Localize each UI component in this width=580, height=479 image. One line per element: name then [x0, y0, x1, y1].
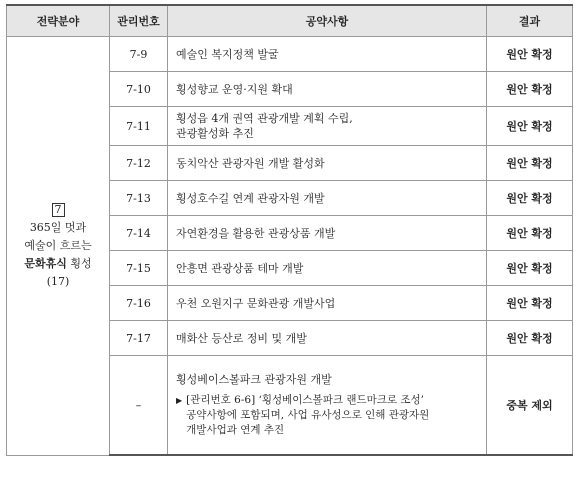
row-content: 우천 오원지구 문화관광 개발사업 [168, 286, 487, 321]
header-content: 공약사항 [168, 5, 487, 37]
row-result: 원안 확정 [487, 72, 573, 107]
row-code: – [110, 356, 168, 456]
row-result: 원안 확정 [487, 321, 573, 356]
header-category: 전략분야 [7, 5, 110, 37]
category-line3-bold: 문화휴식 [24, 256, 67, 270]
row-result: 원안 확정 [487, 37, 573, 72]
header-result: 결과 [487, 5, 573, 37]
category-line1: 365일 멋과 [29, 220, 87, 234]
triangle-right-icon: ▶ [176, 396, 183, 405]
row-content: 횡성호수길 연계 관광자원 개발 [168, 181, 487, 216]
row-content: 예술인 복지정책 발굴 [168, 37, 487, 72]
pledge-table [6, 4, 573, 456]
row-code: 7-14 [110, 216, 168, 251]
row-result: 원안 확정 [487, 251, 573, 286]
row-result: 원안 확정 [487, 146, 573, 181]
row-result: 원안 확정 [487, 181, 573, 216]
row-result: 원안 확정 [487, 107, 573, 146]
category-number-box: 7 [52, 203, 65, 217]
note-line2: 공약사항에 포함되며, 사업 유사성으로 인해 관광자원 [186, 409, 430, 421]
row-content: 자연환경을 활용한 관광상품 개발 [168, 216, 487, 251]
row-code: 7-11 [110, 107, 168, 146]
row-content-title: 횡성베이스볼파크 관광자원 개발 [176, 373, 332, 386]
category-cell [7, 37, 110, 456]
table-row [7, 37, 573, 72]
row-result: 원안 확정 [487, 216, 573, 251]
row-result: 중복 제외 [487, 356, 573, 456]
row-code: 7-12 [110, 146, 168, 181]
row-code: 7-9 [110, 37, 168, 72]
row-code: 7-10 [110, 72, 168, 107]
row-content [168, 107, 487, 146]
row-result: 원안 확정 [487, 286, 573, 321]
row-code: 7-17 [110, 321, 168, 356]
row-content [168, 356, 487, 456]
category-line2: 예술이 흐르는 [24, 238, 92, 252]
row-code: 7-15 [110, 251, 168, 286]
note-line3: 개발사업과 연계 추진 [186, 424, 285, 436]
row-content: 안흥면 관광상품 테마 개발 [168, 251, 487, 286]
row-code: 7-16 [110, 286, 168, 321]
category-line3-rest: 횡성 [66, 256, 92, 270]
header-row [7, 5, 573, 37]
row-content: 횡성향교 운영·지원 확대 [168, 72, 487, 107]
row-content-note [176, 393, 480, 438]
row-content: 매화산 등산로 정비 및 개발 [168, 321, 487, 356]
category-line4: (17) [46, 274, 70, 288]
row-content-line1: 횡성읍 4개 권역 관광개발 계획 수립, [176, 112, 353, 125]
row-code: 7-13 [110, 181, 168, 216]
note-line1: [관리번호 6-6] ‘횡성베이스볼파크 랜드마크로 조성’ [186, 394, 424, 406]
row-content: 동치악산 관광자원 개발 활성화 [168, 146, 487, 181]
note-text [186, 393, 429, 438]
header-code: 관리번호 [110, 5, 168, 37]
row-content-line2: 관광활성화 추진 [176, 127, 254, 140]
